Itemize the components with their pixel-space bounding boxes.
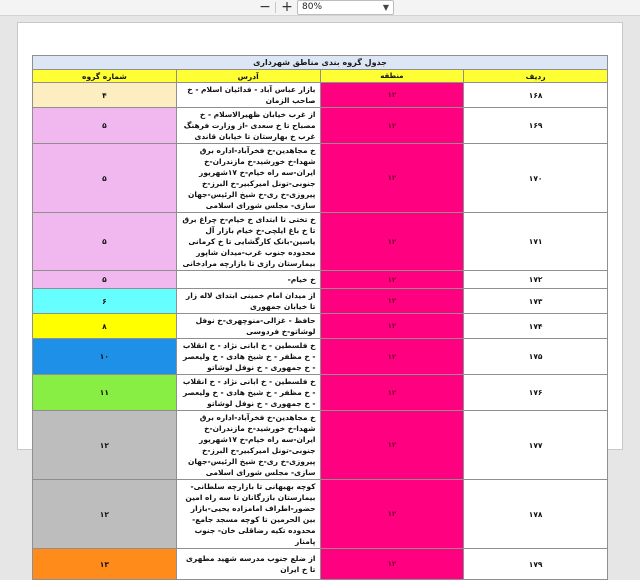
region-cell: ۱۲ [320,271,464,289]
region-cell: ۱۲ [320,339,464,375]
row-number-cell: ۱۶۹ [464,108,608,144]
group-number-cell: ۱۰ [33,339,177,375]
row-number-cell: ۱۷۹ [464,549,608,580]
region-cell: ۱۲ [320,549,464,580]
row-number-cell: ۱۷۳ [464,289,608,314]
group-number-cell: ۱۱ [33,375,177,411]
region-cell: ۱۲ [320,144,464,213]
group-number-cell: ۶ [33,289,177,314]
table-row [33,213,608,271]
group-number-cell: ۵ [33,108,177,144]
address-cell: حافظ - غزالی-منوچهری-خ نوفل لوشاتو-خ فردوسی [176,314,320,339]
toolbar-divider [275,2,276,13]
table-row [33,289,608,314]
address-cell: خ خیام- [176,271,320,289]
table-row [33,480,608,549]
header-address: آدرس [176,70,320,83]
zoom-level-select[interactable] [297,0,394,15]
row-number-cell: ۱۷۵ [464,339,608,375]
address-cell: خ فلسطین - خ ابانی نژاد - خ انقلاب - خ مظفر - خ شیخ هادی - خ ولیعصر - خ جمهوری - خ نوفل لوشاتو [176,339,320,375]
address-cell: از غرب خیابان ظهیرالاسلام - خ مصباح تا خ سعدی -از وزارت فرهنگ غرب خ بهارستان تا خیابان قاندی [176,108,320,144]
table-title: جدول گروه بندی مناطق شهرداری [33,56,608,70]
group-number-cell: ۵ [33,271,177,289]
region-cell: ۱۲ [320,411,464,480]
address-cell: خ تختی تا ابتدای خ خیام-خ چراغ برق تا خ باغ ایلچی-خ خیام بازار آل یاسین-بانک کارگشایی تا خ کرمانی محدوده جنوب غرب-میدان شاپور بیمارستان رازی تا بازارچه مرادخانی [176,213,320,271]
region-groups-table [32,55,608,580]
region-cell: ۱۲ [320,314,464,339]
row-number-cell: ۱۷۸ [464,480,608,549]
region-cell: ۱۲ [320,83,464,108]
region-cell: ۱۲ [320,108,464,144]
address-cell: خ فلسطین - خ ابانی نژاد - خ انقلاب - خ مظفر - خ شیخ هادی - خ ولیعصر - خ جمهوری - خ نوفل لوشاتو [176,375,320,411]
viewer-toolbar [0,0,640,16]
address-cell: خ مجاهدین-خ فخرآباد-اداره برق شهدا-خ خورشید-خ مازندران-خ ایران-سه راه خیام-خ ۱۷شهریور جنوبی-تونل امیرکبیر-خ البرز-خ پیروزی-خ ری-خ شیخ الرئیس-جهان سازی- مجلس شورای اسلامی [176,411,320,480]
row-number-cell: ۱۷۷ [464,411,608,480]
address-cell: بازار عباس آباد - فدائیان اسلام - خ صاحب الزمان [176,83,320,108]
table-row [33,375,608,411]
table-row [33,83,608,108]
zoom-level-value: 80% [302,2,323,12]
table-row [33,271,608,289]
row-number-cell: ۱۷۴ [464,314,608,339]
zoom-out-button[interactable]: − [259,0,271,15]
document-page [17,22,623,574]
group-number-cell: ۱۳ [33,549,177,580]
table-row [33,144,608,213]
table-row [33,108,608,144]
address-cell: کوچه بهبهانی تا بازارچه سلطانی-بیمارستان بازرگانان تا سه راه امین حضور-اطراف امامزاده یحیی-بازار بین الحرمین تا کوچه مسجد جامع-محدوده تکیه رضاقلی خان- جنوب پامنار [176,480,320,549]
row-number-cell: ۱۷۰ [464,144,608,213]
table-row [33,314,608,339]
zoom-in-button[interactable]: + [281,0,293,15]
address-cell: از میدان امام خمینی ابتدای لاله زار تا خیابان جمهوری [176,289,320,314]
group-number-cell: ۱۲ [33,480,177,549]
region-cell: ۱۲ [320,213,464,271]
header-region: منطقه [320,70,464,83]
header-row-number: ردیف [464,70,608,83]
address-cell: از ضلع جنوب مدرسه شهید مطهری تا خ ایران [176,549,320,580]
row-number-cell: ۱۷۶ [464,375,608,411]
region-cell: ۱۲ [320,289,464,314]
chevron-down-icon: ▼ [382,3,389,12]
row-number-cell: ۱۶۸ [464,83,608,108]
header-group-number: شماره گروه [33,70,177,83]
row-number-cell: ۱۷۲ [464,271,608,289]
group-number-cell: ۸ [33,314,177,339]
table-row [33,549,608,580]
table-row [33,339,608,375]
group-number-cell: ۱۲ [33,411,177,480]
group-number-cell: ۴ [33,83,177,108]
address-cell: خ مجاهدین-خ فخرآباد-اداره برق شهدا-خ خورشید-خ مازندران-خ ایران-سه راه خیام-خ ۱۷شهریور جنوبی-تونل امیرکبیر-خ البرز-خ پیروزی-خ ری-خ شیخ الرئیس-جهان سازی- مجلس شورای اسلامی [176,144,320,213]
table-header-row [33,70,608,83]
group-number-cell: ۵ [33,213,177,271]
table-row [33,411,608,480]
row-number-cell: ۱۷۱ [464,213,608,271]
region-cell: ۱۲ [320,375,464,411]
region-cell: ۱۲ [320,480,464,549]
group-number-cell: ۵ [33,144,177,213]
